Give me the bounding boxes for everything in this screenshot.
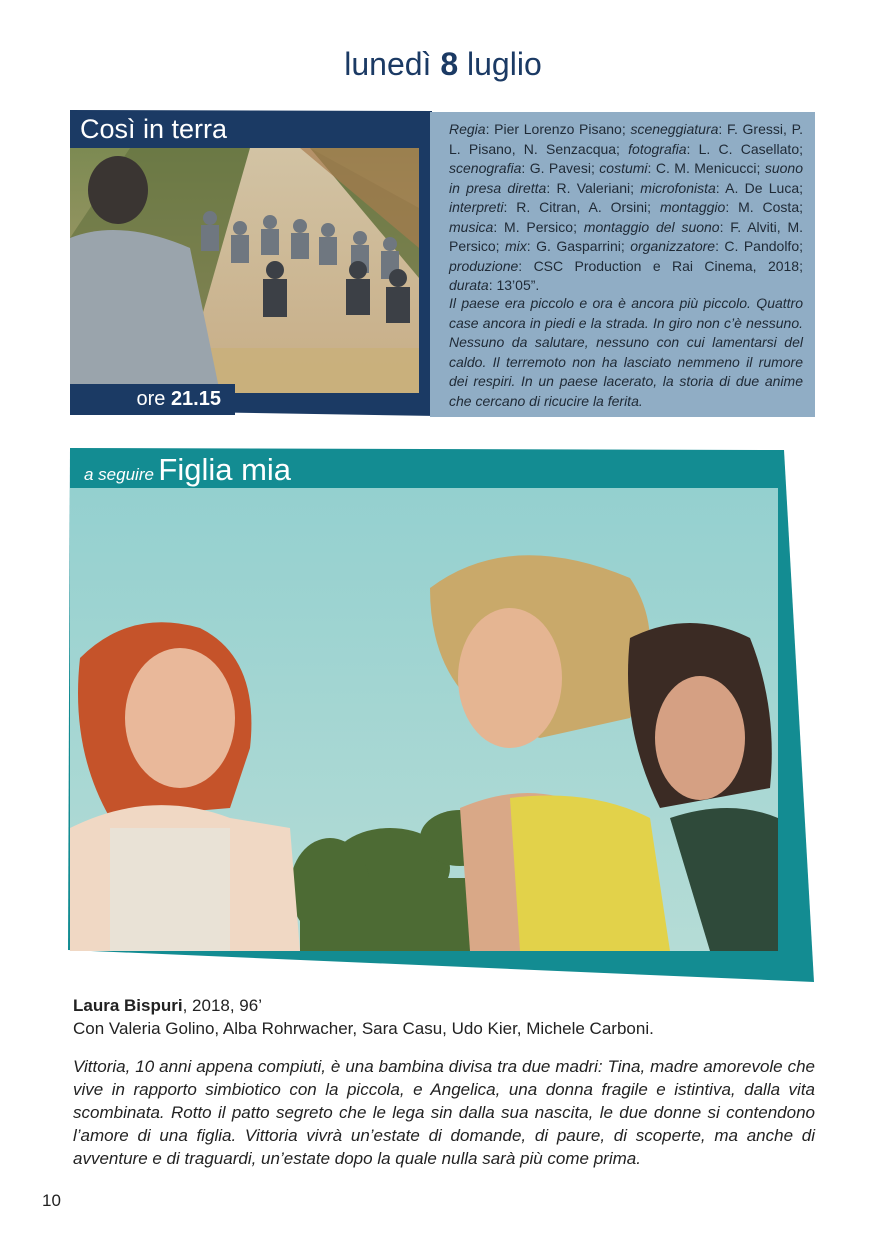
credit-role: microfonista: [640, 179, 716, 196]
credit-value: : R. Valeriani;: [546, 179, 641, 196]
credit-role: costumi: [599, 160, 648, 176]
credit-role: fotografia: [628, 140, 687, 157]
credit-value: : L. C. Casellato;: [686, 140, 804, 157]
film2-director: Laura Bispuri: [73, 996, 183, 1015]
showtime-prefix: ore: [136, 388, 166, 410]
film1-credits: [449, 120, 803, 296]
credit-role: Regia: [449, 121, 486, 137]
credit-value: : F. Gressi, P. L. Pisano, N. Senzacqua;: [449, 121, 803, 157]
credit-value: : G. Pavesi;: [521, 160, 600, 176]
film1-synopsis: Il paese era piccolo e ora è ancora più piccolo. Quattro case ancora in piedi e la strada. In giro non c’è nessuno. Nessuno da salutare, nessuno con cui lamentarsi del caldo. Il terremoto non ha lasciato nemmeno il rumore dei respiri. In un paese lacerato, la storia di due anime che cercano di ricucire la ferita.: [449, 295, 803, 409]
film2-title: Figlia mia: [158, 452, 292, 487]
credit-value: : A. De Luca;: [715, 179, 803, 196]
credit-value: : CSC Production e Rai Cinema, 2018;: [518, 257, 803, 274]
credit-role: musica: [449, 218, 494, 235]
film2-synopsis: Vittoria, 10 anni appena compiuti, è una bambina divisa tra due madri: Tina, madre amorevole che vive in rapporto simbiotico con la piccola, e Angelica, una donna fragile e istintiva, dalla vita scombinata. Rotto il patto segreto che le lega sin dalla sua nascita, le due donne si contendono l’amore di una figlia. Vittoria vivrà un’estate di domande, di paure, di scoperte, ma anche di avventure e di traguardi, un’estate dopo la quale nulla sarà più come prima.: [73, 1057, 815, 1168]
film2-heading: [84, 452, 291, 488]
date-month: luglio: [467, 46, 542, 82]
credit-value: : C. M. Menicucci;: [647, 160, 765, 176]
film2-year-duration: , 2018, 96’: [182, 996, 262, 1015]
credit-role: interpreti: [449, 199, 504, 215]
credit-role: suono in presa diretta: [449, 160, 803, 196]
film2-pretitle: a seguire: [84, 465, 154, 484]
film1-still-image: [70, 148, 419, 393]
film1-showtime: [70, 384, 235, 415]
credit-role: montaggio: [659, 199, 726, 215]
film2-director-line: [73, 996, 262, 1016]
credit-role: organizzatore: [630, 238, 716, 254]
page-number: 10: [42, 1191, 61, 1210]
showtime-value: 21.15: [170, 388, 221, 410]
credit-value: : M. Persico;: [493, 218, 584, 235]
page-date-heading: [0, 46, 886, 83]
date-day: 8: [440, 46, 459, 82]
credit-value: : 13’05”.: [488, 277, 540, 293]
film2-cast: Con Valeria Golino, Alba Rohrwacher, Sara Casu, Udo Kier, Michele Carboni.: [73, 1019, 654, 1038]
film1-title: Così in terra: [80, 114, 228, 144]
credit-value: : G. Gasparrini;: [526, 238, 631, 254]
credit-role: durata: [449, 277, 489, 293]
credit-value: : R. Citran, A. Orsini;: [503, 199, 660, 215]
date-weekday: lunedì: [344, 46, 432, 82]
credit-role: scenografia: [449, 160, 522, 176]
credit-value: : M. Costa;: [725, 199, 804, 215]
credit-value: : F. Alviti, M. Persico;: [449, 218, 803, 254]
credit-role: mix: [505, 238, 527, 254]
credit-role: produzione: [449, 257, 519, 274]
credit-role: sceneggiatura: [630, 121, 719, 137]
film2-still-image: [70, 488, 778, 951]
credit-value: : C. Pandolfo;: [715, 238, 803, 254]
credit-value: : Pier Lorenzo Pisano;: [485, 121, 631, 137]
credit-role: montaggio del suono: [583, 218, 720, 235]
